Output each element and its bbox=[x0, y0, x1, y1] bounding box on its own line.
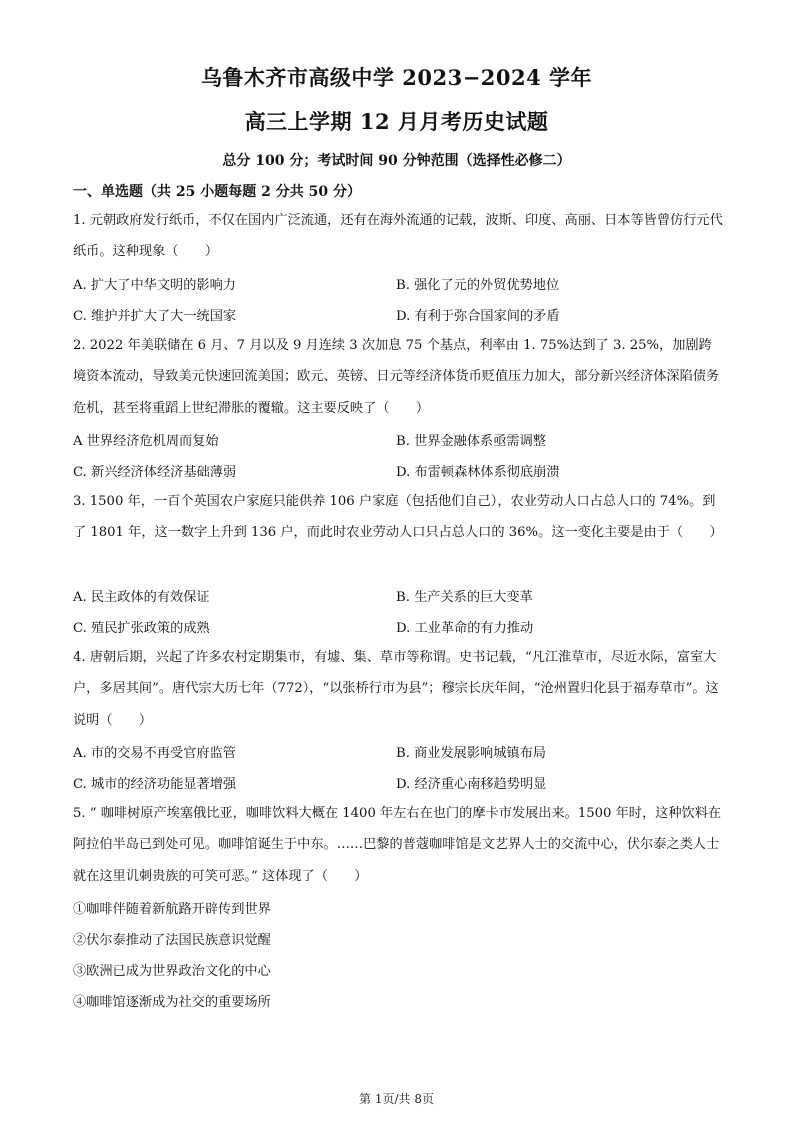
question-5-stem: 5. “ 咖啡树原产埃塞俄比亚，咖啡饮料大概在 1400 年左右在也门的摩卡市发展出来。1500 年时，这种饮料在阿拉伯半岛已到处可见。咖啡馆诞生于中东。……巴黎的普蔻咖啡馆是文艺界人士的交流中心，伏尔泰之类人士就在这里讥刺贵族的可笑可恶。” 这体现了（ ） bbox=[73, 806, 722, 884]
question-5-statement-4: ④咖啡馆逐渐成为社交的重要场所 bbox=[73, 995, 271, 1010]
exam-title-line1: 乌鲁木齐市高级中学 2023−2024 学年 bbox=[200, 65, 593, 90]
question-5-statement-1: ①咖啡伴随着新航路开辟传到世界 bbox=[73, 902, 271, 917]
section-title: 一、单选题（共 25 小题每题 2 分共 50 分） bbox=[73, 184, 361, 200]
exam-title-line2: 高三上学期 12 月月考历史试题 bbox=[244, 109, 549, 134]
question-4-option-a: A. 市的交易不再受官府监管 bbox=[73, 746, 236, 761]
question-5-statement-3: ③欧洲已成为世界政治文化的中心 bbox=[73, 964, 271, 979]
question-3-option-c: C. 殖民扩张政策的成熟 bbox=[73, 621, 210, 636]
question-3-stem: 3. 1500 年，一百个英国农户家庭只能供养 106 户家庭（包括他们自己），农业劳动人口占总人口的 74%。到了 1801 年，这一数字上升到 136 户，而此时农业劳动人口只占总人口的 36%。这一变化主要是由于（ ） bbox=[73, 494, 723, 541]
question-2-stem: 2. 2022 年美联储在 6 月、7 月以及 9 月连续 3 次加息 75 个基点，利率由 1. 75%达到了 3. 25%，加剧跨境资本流动，导致美元快速回流美国；欧元、英镑、日元等经济体货币贬值压力加大，部分新兴经济体深陷债务危机，甚至将重蹈上世纪滞胀的覆辙。这主要反映了（ ） bbox=[73, 338, 720, 416]
question-4-option-b: B. 商业发展影响城镇布局 bbox=[396, 746, 546, 761]
page-number: 第 1页/共 8页 bbox=[359, 1092, 434, 1106]
exam-meta: 总分 100 分；考试时间 90 分钟范围（选择性必修二） bbox=[222, 153, 571, 169]
question-4-option-d: D. 经济重心南移趋势明显 bbox=[396, 777, 547, 792]
question-3-option-a: A. 民主政体的有效保证 bbox=[73, 590, 210, 605]
question-2-option-b: B. 世界金融体系亟需调整 bbox=[396, 434, 546, 449]
question-2-option-a: A 世界经济危机周而复始 bbox=[73, 434, 219, 449]
question-1-stem: 1. 元朝政府发行纸币，不仅在国内广泛流通，还有在海外流通的记载，波斯、印度、高丽、日本等皆曾仿行元代纸币。这种现象（ ） bbox=[73, 213, 723, 260]
question-4-option-c: C. 城市的经济功能显著增强 bbox=[73, 777, 237, 792]
question-1-option-a: A. 扩大了中华文明的影响力 bbox=[73, 278, 236, 293]
question-1-option-d: D. 有利于弥合国家间的矛盾 bbox=[396, 309, 560, 324]
question-1-option-c: C. 维护并扩大了大一统国家 bbox=[73, 309, 237, 324]
question-4-stem: 4. 唐朝后期，兴起了许多农村定期集市，有墟、集、草市等称谓。史书记载，“凡江淮草市，尽近水际，富室大户，多居其间”。唐代宗大历七年（772），“以张桥行市为县”；穆宗长庆年间，“沧州置归化县于福寿草市”。这说明（ ） bbox=[73, 650, 719, 728]
question-2-option-d: D. 布雷顿森林体系彻底崩溃 bbox=[396, 465, 560, 480]
question-1-option-b: B. 强化了元的外贸优势地位 bbox=[396, 278, 560, 293]
question-3-option-b: B. 生产关系的巨大变革 bbox=[396, 590, 533, 605]
question-5-statement-2: ②伏尔泰推动了法国民族意识觉醒 bbox=[73, 933, 271, 948]
question-3-option-d: D. 工业革命的有力推动 bbox=[396, 621, 534, 636]
question-2-option-c: C. 新兴经济体经济基础薄弱 bbox=[73, 465, 237, 480]
